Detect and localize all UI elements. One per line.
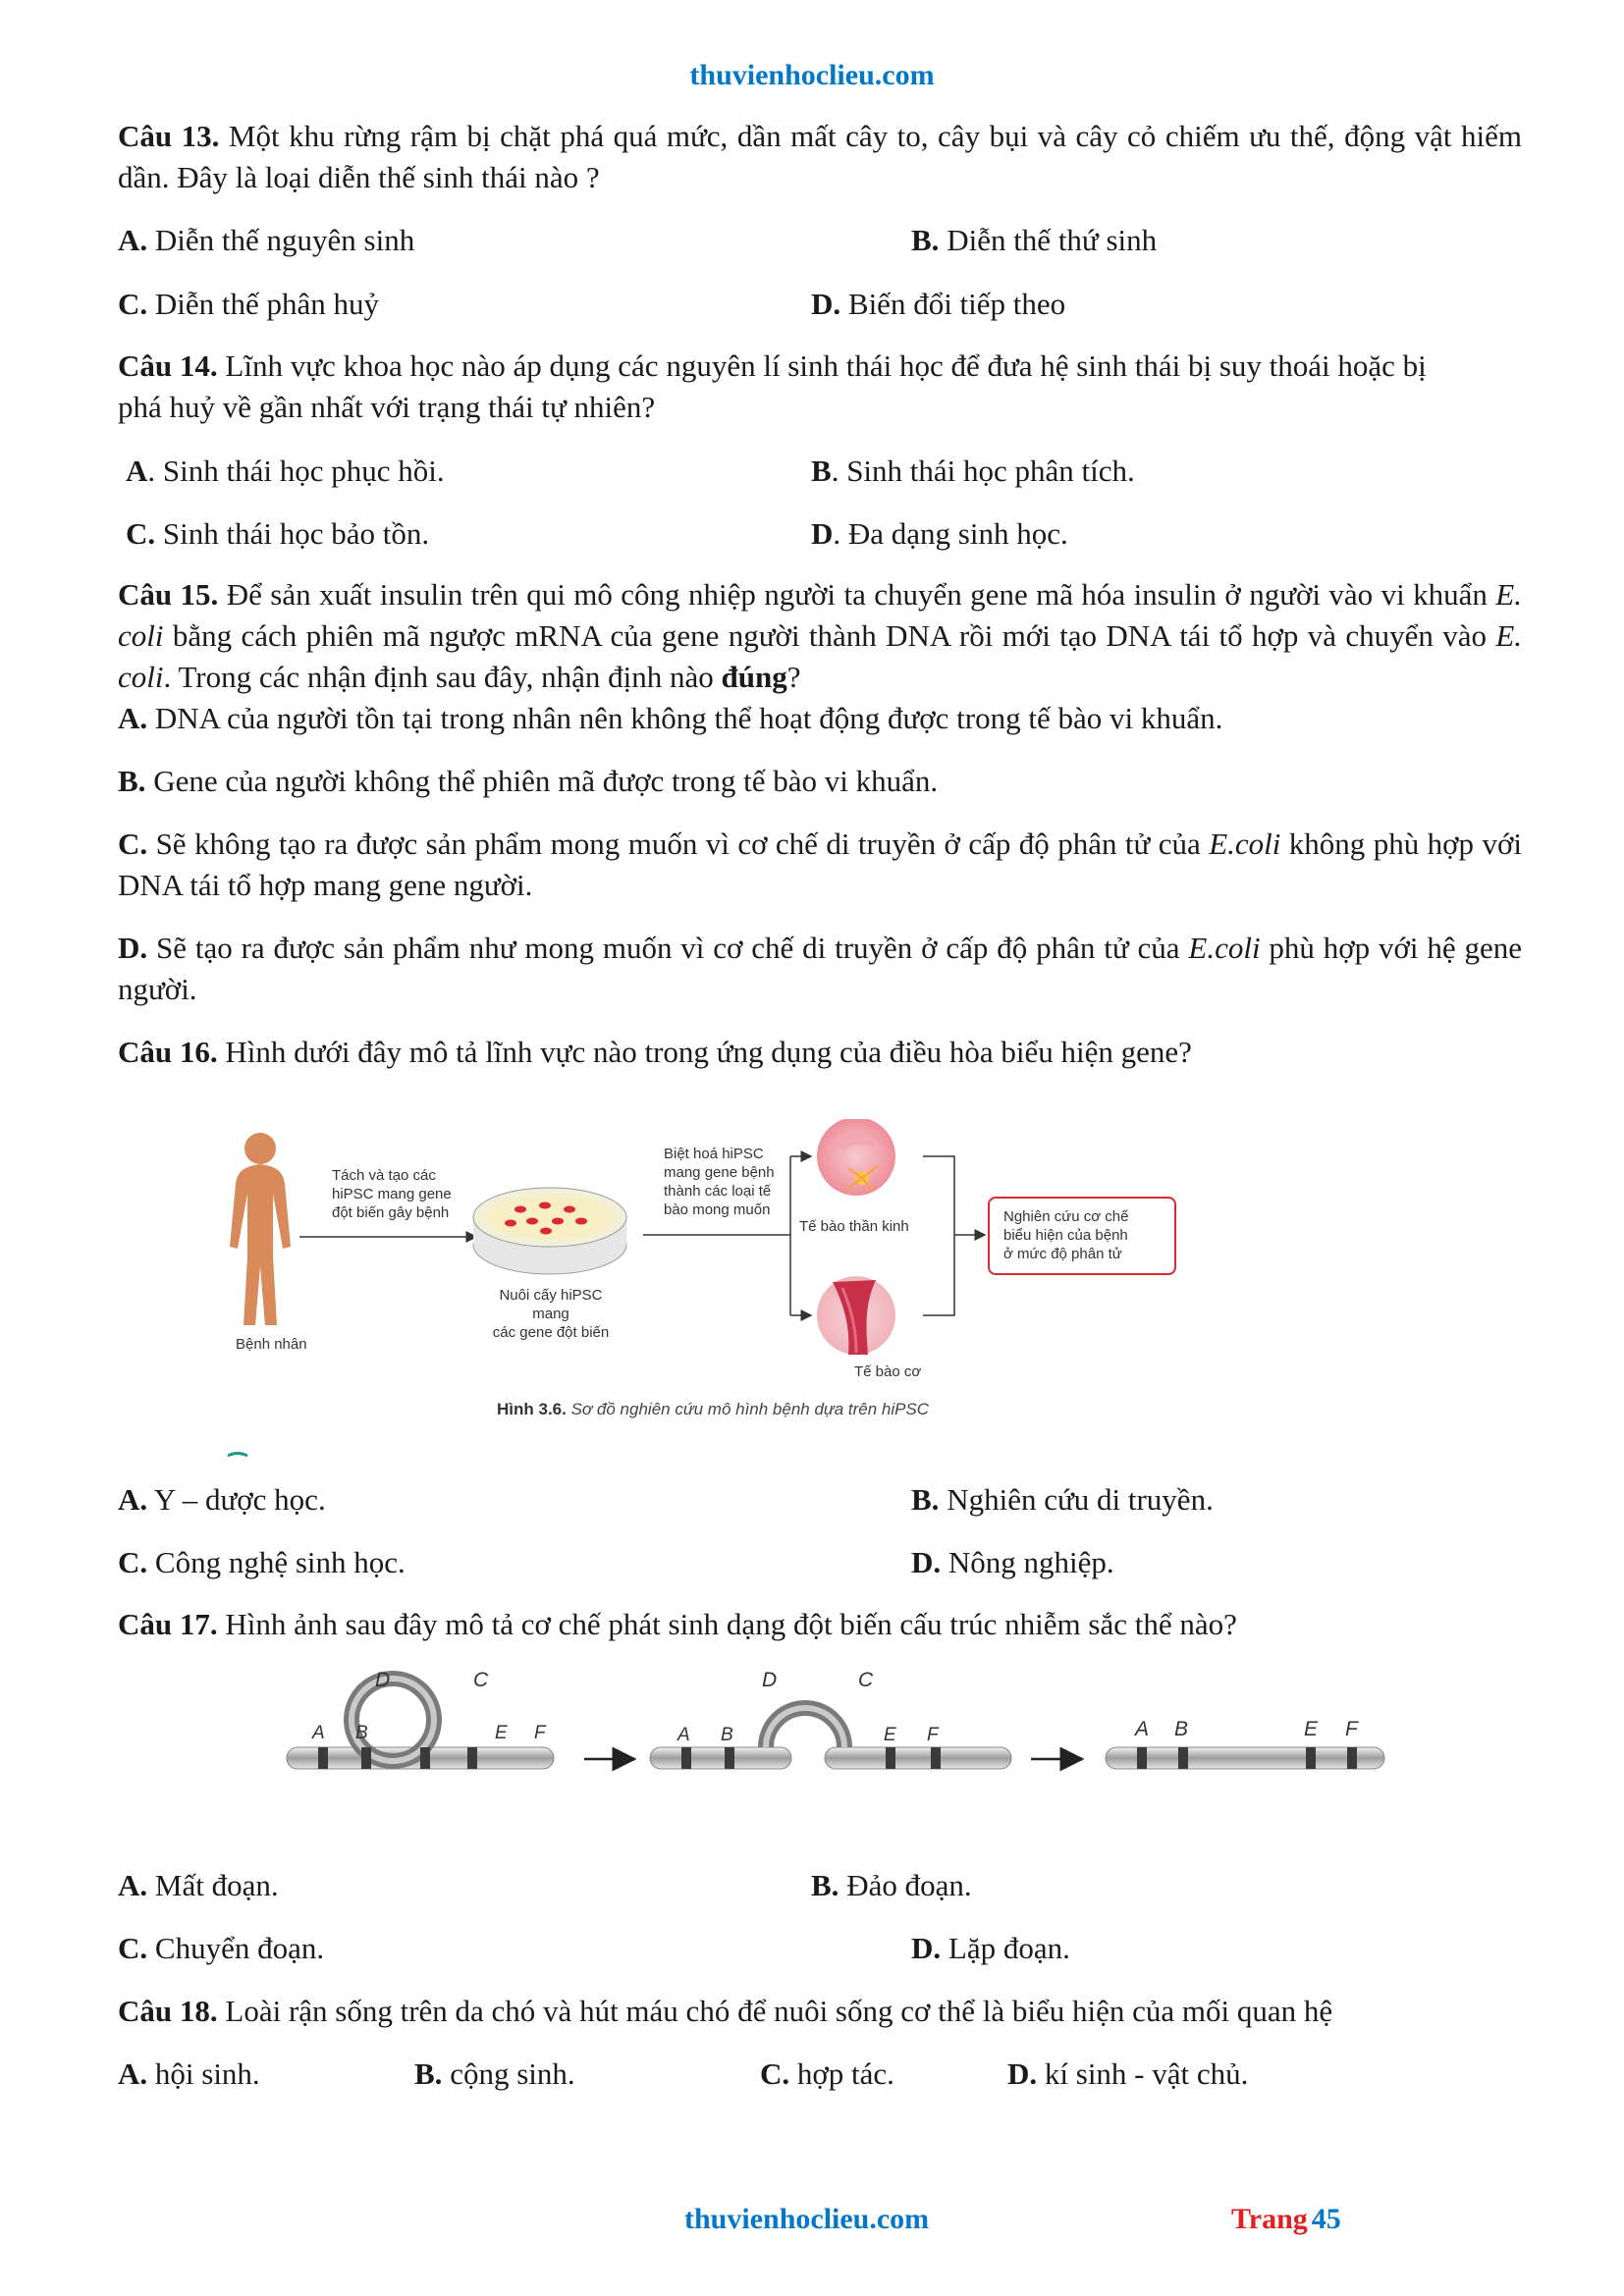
- option-key: D: [811, 516, 834, 551]
- caption-text: Sơ đồ nghiên cứu mô hình bệnh dựa trên hiPSC: [566, 1400, 930, 1418]
- option-text: Đảo đoạn.: [839, 1868, 972, 1902]
- q15-text: . Trong các nhận định sau đây, nhận định nào: [163, 660, 722, 694]
- option-text: Gene của người không thể phiên mã được trong tế bào vi khuẩn.: [145, 764, 939, 798]
- option-key: B.: [414, 2056, 443, 2091]
- option-ecoli: E.coli: [1209, 827, 1281, 861]
- q15-text: ?: [786, 660, 801, 694]
- chrom-label-a: A: [1135, 1718, 1150, 1740]
- fig-label-step1: [332, 1166, 452, 1222]
- header-site-link[interactable]: thuvienhoclieu.com: [689, 59, 935, 91]
- chrom-label-d: D: [375, 1669, 391, 1691]
- option-text: hợp tác.: [789, 2056, 894, 2091]
- q13-option-a: [118, 220, 414, 261]
- option-key: B.: [911, 223, 940, 257]
- q13-option-d: [811, 284, 1065, 325]
- fig-line: Nuôi cấy hiPSC mang: [499, 1287, 603, 1322]
- q15-ecoli: E. coli: [118, 577, 1522, 653]
- option-text: Y – dược học.: [147, 1482, 326, 1517]
- question-18: [118, 1991, 1332, 2032]
- option-key: C.: [118, 287, 148, 321]
- option-text: Sẽ tạo ra được sản phẩm như mong muốn vì cơ chế di truyền ở cấp độ phân tử của: [147, 931, 1189, 965]
- q14-label: Câu 14.: [118, 348, 218, 383]
- option-text: hội sinh.: [147, 2056, 260, 2091]
- q18-option-d: [1007, 2054, 1248, 2095]
- option-text: kí sinh - vật chủ.: [1037, 2056, 1249, 2091]
- chrom-label-b: B: [355, 1723, 368, 1743]
- option-key: A: [126, 454, 148, 488]
- option-key: C.: [118, 827, 148, 861]
- question-15: [118, 574, 1522, 698]
- fig-label-muscle: Tế bào cơ: [854, 1363, 922, 1380]
- fig-line: biểu hiện của bệnh: [1003, 1227, 1128, 1244]
- option-key: A.: [118, 701, 148, 735]
- q14-option-d: [811, 513, 1068, 555]
- option-text: Diễn thế phân huỷ: [147, 287, 380, 321]
- fig-line: Nghiên cứu cơ chế: [1003, 1208, 1129, 1225]
- neuron-cell-image: [817, 1119, 895, 1196]
- chrom-label-b: B: [721, 1725, 733, 1745]
- option-text: . Đa dạng sinh học.: [833, 516, 1068, 551]
- footer-site-link[interactable]: thuvienhoclieu.com: [684, 2203, 930, 2235]
- caption-number: Hình 3.6.: [497, 1400, 567, 1418]
- option-text: . Sinh thái học phân tích.: [831, 454, 1135, 488]
- chrom-label-f: F: [927, 1725, 939, 1745]
- page-label: Trang: [1231, 2203, 1308, 2235]
- chromosome-stage-3: [1106, 1747, 1384, 1769]
- muscle-cell-image: [817, 1276, 895, 1355]
- option-key: D.: [811, 287, 841, 321]
- fig-line: đột biến gây bệnh: [332, 1204, 450, 1221]
- q15-text: Để sản xuất insulin trên qui mô công nhiệp người ta chuyển gene mã hóa insulin ở người vào vi khuẩn: [218, 577, 1496, 612]
- decor-mark: [228, 1454, 247, 1457]
- figure-caption: [497, 1400, 929, 1419]
- q18-text: Loài rận sống trên da chó và hút máu chó để nuôi sống cơ thể là biểu hiện của mối quan hệ: [217, 1994, 1333, 2028]
- chromosome-figure: [285, 1669, 1404, 1796]
- option-text: DNA của người tồn tại trong nhân nên không thể hoạt động được trong tế bào vi khuẩn.: [147, 701, 1223, 735]
- q17-option-a: [118, 1865, 279, 1906]
- q18-option-b: [414, 2054, 575, 2095]
- q18-option-c: [760, 2054, 894, 2095]
- petri-dish: [473, 1188, 626, 1274]
- q16-option-d: [911, 1542, 1114, 1583]
- option-text: không phù hợp với DNA tái tổ hợp mang gene người.: [118, 827, 1522, 902]
- option-key: A.: [118, 223, 148, 257]
- chrom-label-e: E: [1304, 1718, 1319, 1740]
- chrom-label-e: E: [884, 1725, 896, 1745]
- q16-option-b: [911, 1479, 1214, 1521]
- option-key: A.: [118, 1482, 148, 1517]
- q14-option-c: [126, 513, 429, 555]
- question-14: [118, 346, 1453, 428]
- fig-label-result: [1003, 1207, 1128, 1263]
- chromosome-diagram: [285, 1669, 1404, 1796]
- question-13: [118, 116, 1522, 198]
- option-key: B.: [911, 1482, 940, 1517]
- option-key: D.: [911, 1931, 942, 1965]
- option-text: Công nghệ sinh học.: [147, 1545, 406, 1579]
- fig-line: Tách và tạo các: [332, 1167, 436, 1184]
- chrom-label-d: D: [762, 1669, 778, 1691]
- q15-option-d: [118, 928, 1522, 1010]
- question-17: [118, 1604, 1237, 1645]
- q18-label: Câu 18.: [118, 1994, 218, 2028]
- branch-right: [923, 1156, 954, 1315]
- chrom-label-a: A: [312, 1723, 325, 1743]
- q16-option-c: [118, 1542, 406, 1583]
- option-text: Nghiên cứu di truyền.: [939, 1482, 1214, 1517]
- option-ecoli: E.coli: [1188, 931, 1261, 965]
- page-number: [1231, 2203, 1341, 2236]
- option-key: B: [811, 454, 832, 488]
- q16-text: Hình dưới đây mô tả lĩnh vực nào trong ứng dụng của điều hòa biểu hiện gene?: [217, 1035, 1192, 1069]
- page-number-value: 45: [1311, 2203, 1341, 2235]
- fig-label-patient: Bệnh nhân: [236, 1336, 307, 1353]
- option-text: Sẽ không tạo ra được sản phẩm mong muốn vì cơ chế di truyền ở cấp độ phân tử của: [147, 827, 1210, 861]
- fig-label-neuron: Tế bào thần kinh: [799, 1218, 909, 1235]
- option-text: Lặp đoạn.: [941, 1931, 1070, 1965]
- q16-option-a: [118, 1479, 326, 1521]
- q15-option-c: [118, 824, 1522, 906]
- chrom-label-a: A: [677, 1725, 690, 1745]
- option-text: phù hợp với hệ gene người.: [118, 931, 1523, 1006]
- page-header[interactable]: [0, 59, 1624, 92]
- fig-line: bào mong muốn: [664, 1201, 771, 1218]
- q17-text: Hình ảnh sau đây mô tả cơ chế phát sinh dạng đột biến cấu trúc nhiễm sắc thể nào?: [217, 1607, 1237, 1641]
- q17-option-d: [911, 1928, 1070, 1969]
- fig-line: mang gene bệnh: [664, 1164, 775, 1181]
- q15-text: bằng cách phiên mã ngược mRNA của gene người thành DNA rồi mới tạo DNA tái tổ hợp và chuyển vào: [163, 618, 1496, 653]
- q18-option-a: [118, 2054, 260, 2095]
- q16-label: Câu 16.: [118, 1035, 218, 1069]
- chrom-label-c: C: [858, 1669, 874, 1691]
- option-key: C.: [760, 2056, 790, 2091]
- option-key: A.: [118, 2056, 148, 2091]
- option-key: D.: [118, 931, 148, 965]
- option-key: D.: [911, 1545, 942, 1579]
- option-text: Mất đoạn.: [147, 1868, 279, 1902]
- chromosome-stage-2: [650, 1708, 1011, 1769]
- patient-figure: [230, 1133, 291, 1325]
- chrom-label-f: F: [1345, 1718, 1358, 1740]
- option-text: Diễn thế nguyên sinh: [147, 223, 415, 257]
- q14-option-a: [126, 451, 445, 492]
- q13-option-b: [911, 220, 1157, 261]
- fig-line: Biệt hoá hiPSC: [664, 1146, 764, 1162]
- chrom-label-f: F: [534, 1723, 546, 1743]
- option-key: A.: [118, 1868, 148, 1902]
- option-text: Nông nghiệp.: [941, 1545, 1114, 1579]
- q15-ecoli: E. coli: [118, 618, 1522, 694]
- option-text: . Sinh thái học phục hồi.: [147, 454, 445, 488]
- fig-line: thành các loại tế: [664, 1183, 772, 1200]
- q15-option-a: [118, 698, 1222, 739]
- fig-line: các gene đột biến: [492, 1324, 610, 1341]
- q13-label: Câu 13.: [118, 119, 220, 153]
- option-key: C.: [126, 516, 156, 551]
- q17-option-c: [118, 1928, 324, 1969]
- q13-text: Một khu rừng rậm bị chặt phá quá mức, dần mất cây to, cây bụi và cây cỏ chiếm ưu thế, động vật hiếm dần. Đây là loại diễn thế sinh thái nào ?: [118, 119, 1522, 194]
- fig-label-step2: [664, 1145, 775, 1219]
- q14-option-b: [811, 451, 1135, 492]
- chrom-label-e: E: [495, 1723, 508, 1743]
- hipsc-figure: [226, 1119, 1227, 1472]
- option-text: Chuyển đoạn.: [147, 1931, 325, 1965]
- option-text: Diễn thế thứ sinh: [939, 223, 1158, 257]
- option-key: C.: [118, 1545, 148, 1579]
- q15-emphasis: đúng: [721, 660, 787, 694]
- option-key: B.: [811, 1868, 839, 1902]
- q17-label: Câu 17.: [118, 1607, 218, 1641]
- chrom-label-b: B: [1174, 1718, 1189, 1740]
- option-text: Biến đổi tiếp theo: [840, 287, 1066, 321]
- option-key: B.: [118, 764, 146, 798]
- fig-label-dish: [487, 1286, 615, 1342]
- q15-label: Câu 15.: [118, 577, 219, 612]
- q17-option-b: [811, 1865, 972, 1906]
- q14-text: Lĩnh vực khoa học nào áp dụng các nguyên lí sinh thái học để đưa hệ sinh thái bị suy thoái hoặc bị phá huỷ về gần nhất với trạng thái tự nhiên?: [118, 348, 1427, 424]
- chrom-label-c: C: [473, 1669, 489, 1691]
- question-16: [118, 1032, 1192, 1073]
- q13-option-c: [118, 284, 379, 325]
- chromosome-stage-1: [287, 1679, 554, 1769]
- option-text: cộng sinh.: [442, 2056, 575, 2091]
- option-text: Sinh thái học bảo tồn.: [155, 516, 430, 551]
- fig-line: hiPSC mang gene: [332, 1186, 452, 1202]
- option-key: D.: [1007, 2056, 1038, 2091]
- fig-line: ở mức độ phân tử: [1003, 1246, 1122, 1262]
- q15-option-b: [118, 761, 938, 802]
- option-key: C.: [118, 1931, 148, 1965]
